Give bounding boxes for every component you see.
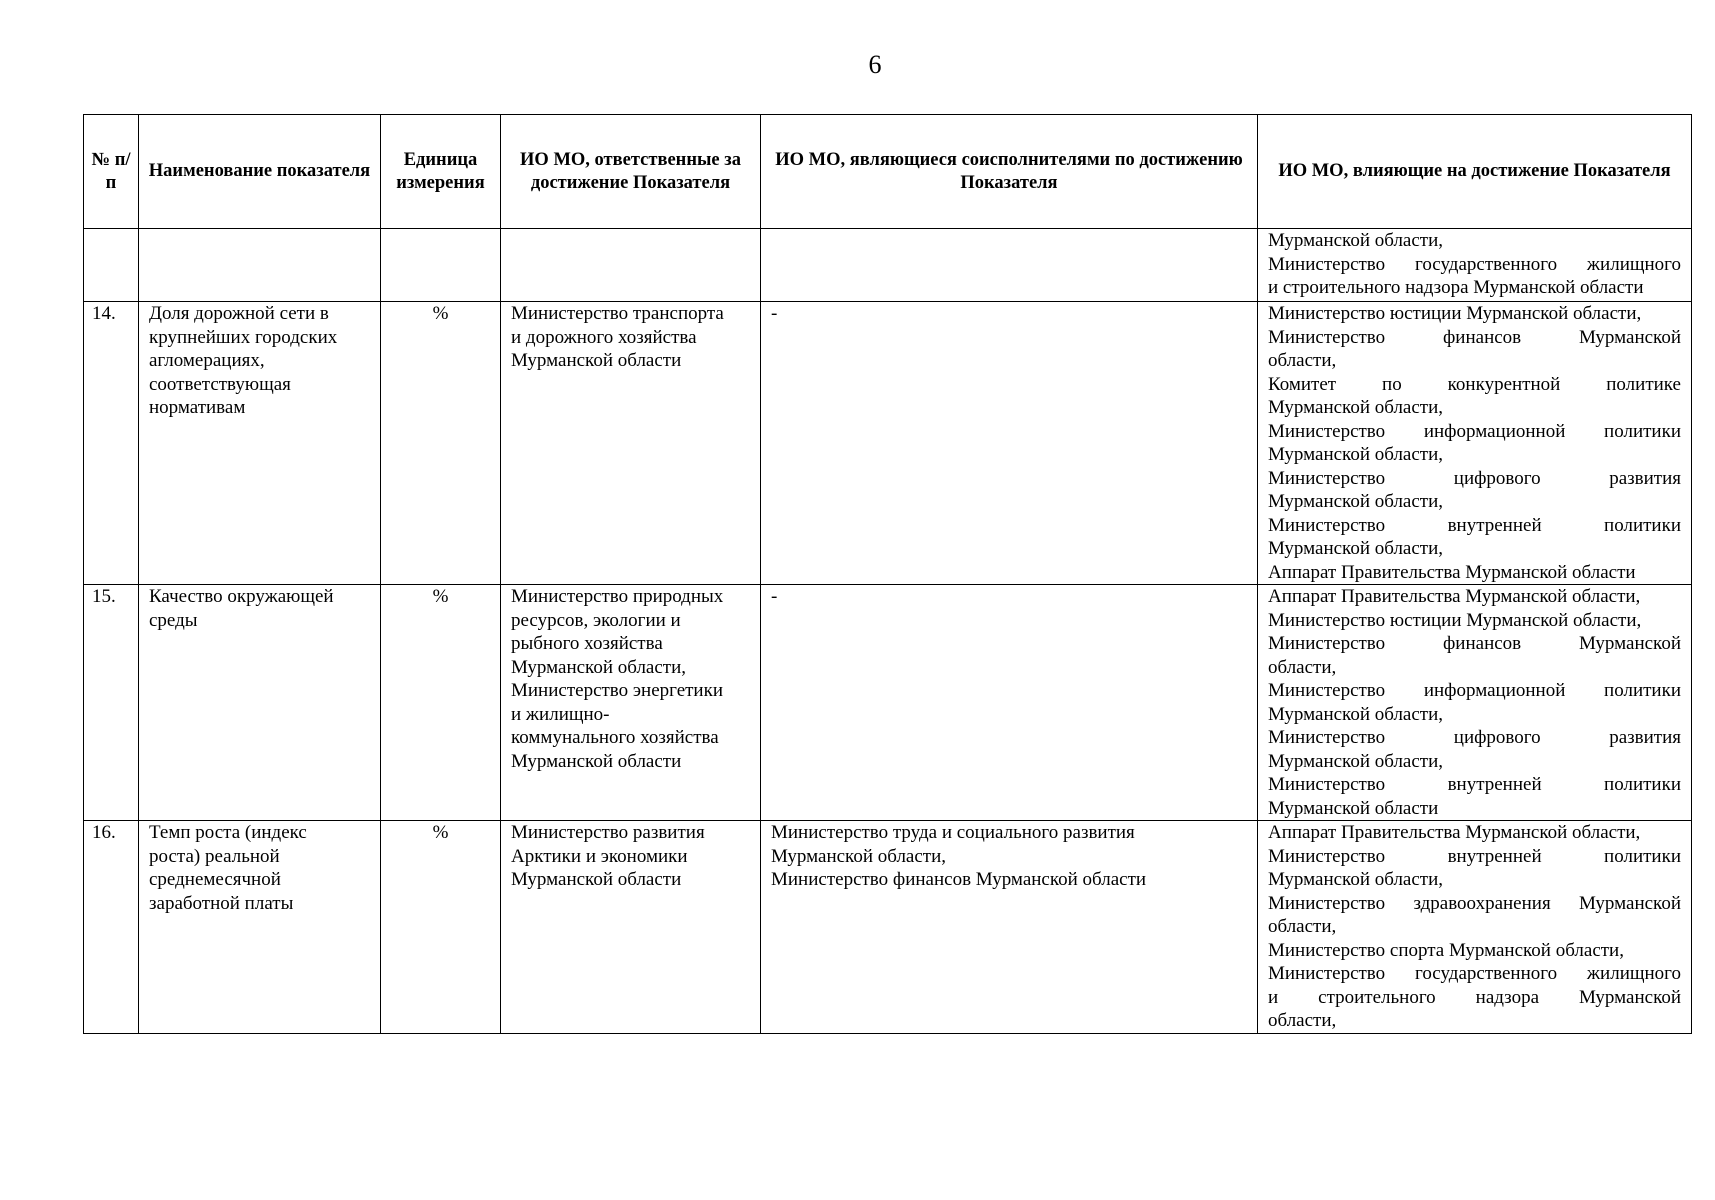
cell-line: Мурманской области,: [1268, 491, 1444, 512]
cell-line: Министерство цифрового развития: [1268, 467, 1681, 489]
cell-line: нормативам: [149, 397, 246, 418]
cell-line: Мурманской области,: [771, 845, 947, 867]
cell-num: 14.: [84, 302, 139, 585]
cell-line: Министерство внутренней политики: [1268, 845, 1681, 867]
cell-line: среды: [149, 609, 198, 631]
cell-line: Министерство спорта Мурманской области,: [1268, 939, 1624, 961]
cell-line: Мурманской области: [511, 750, 682, 772]
cell-line: заработной платы: [149, 892, 294, 914]
cell-name: [139, 302, 381, 585]
cell-line: Мурманской области,: [1268, 444, 1444, 465]
indicators-table: [83, 114, 1692, 1034]
cell-coexecutors: [761, 821, 1258, 1034]
cell-influencing: [1258, 821, 1692, 1034]
cell-unit: %: [381, 585, 501, 821]
cell-line: Министерство юстиции Мурманской области,: [1268, 609, 1642, 631]
header-responsible: ИО МО, ответственные за достижение Показателя: [501, 115, 761, 229]
cell-unit: %: [381, 302, 501, 585]
cell-line: Мурманской области,: [1268, 397, 1444, 418]
cell-name: [139, 585, 381, 821]
cell-influencing: [1258, 229, 1692, 302]
cell-line: Аппарат Правительства Мурманской области,: [1268, 822, 1641, 843]
cell-line: Качество окружающей: [149, 586, 334, 607]
cell-line: Министерство внутренней политики: [1268, 774, 1681, 795]
cell-line: Министерство информационной политики: [1268, 680, 1681, 701]
cell-line: Министерство развития: [511, 822, 705, 843]
cell-name: [139, 229, 381, 302]
cell-line: Мурманской области,: [1268, 230, 1444, 251]
cell-name: [139, 821, 381, 1034]
cell-line: Мурманской области,: [1268, 750, 1444, 772]
cell-line: Мурманской области: [511, 350, 682, 371]
cell-line: Арктики и экономики: [511, 845, 688, 867]
cell-line: Комитет по конкурентной политике: [1268, 373, 1681, 395]
table-row: [84, 821, 1692, 1034]
cell-line: Министерство энергетики: [511, 680, 723, 701]
header-num: № п/п: [84, 115, 139, 229]
page-number: 6: [868, 50, 882, 79]
cell-line: Министерство государственного жилищного: [1268, 253, 1681, 275]
cell-responsible: [501, 302, 761, 585]
cell-line: Министерство труда и социального развития: [771, 822, 1135, 843]
table-row-continuation: [84, 229, 1692, 302]
cell-line: Мурманской области,: [1268, 703, 1444, 725]
cell-line: ресурсов, экологии и: [511, 609, 681, 631]
header-unit: Единица измерения: [381, 115, 501, 229]
cell-coexecutors: [761, 302, 1258, 585]
cell-line: Министерство транспорта: [511, 303, 724, 324]
cell-unit: [381, 229, 501, 302]
cell-line: Мурманской области,: [1268, 869, 1444, 890]
cell-line: и строительного надзора Мурманской области: [1268, 277, 1644, 298]
cell-num: 15.: [84, 585, 139, 821]
cell-line: Аппарат Правительства Мурманской области: [1268, 561, 1636, 583]
cell-responsible: [501, 229, 761, 302]
table-row: [84, 585, 1692, 821]
cell-responsible: [501, 821, 761, 1034]
cell-line: и дорожного хозяйства: [511, 326, 697, 348]
cell-line: Министерство информационной политики: [1268, 420, 1681, 442]
cell-num: [84, 229, 139, 302]
cell-num: 16.: [84, 821, 139, 1034]
cell-line: Мурманской области,: [511, 656, 687, 678]
cell-line: -: [771, 586, 778, 607]
cell-responsible: [501, 585, 761, 821]
cell-line: Министерство финансов Мурманской области: [771, 869, 1147, 890]
cell-line: рыбного хозяйства: [511, 633, 663, 654]
cell-line: Министерство цифрового развития: [1268, 727, 1681, 748]
cell-influencing: [1258, 302, 1692, 585]
cell-influencing: [1258, 585, 1692, 821]
cell-line: Министерство юстиции Мурманской области,: [1268, 303, 1642, 324]
cell-line: крупнейших городских: [149, 326, 338, 348]
cell-line: Министерство здравоохранения Мурманской: [1268, 892, 1681, 914]
cell-coexecutors: [761, 585, 1258, 821]
header-coexecutors: ИО МО, являющиеся соисполнителями по достижению Показателя: [761, 115, 1258, 229]
cell-line: среднемесячной: [149, 869, 281, 890]
cell-line: Министерство государственного жилищного: [1268, 963, 1681, 984]
cell-unit: %: [381, 821, 501, 1034]
table-header-row: [84, 115, 1692, 229]
cell-line: Аппарат Правительства Мурманской области,: [1268, 586, 1641, 607]
cell-line: Мурманской области: [511, 869, 682, 890]
cell-line: -: [771, 303, 778, 324]
cell-line: Министерство внутренней политики: [1268, 514, 1681, 536]
header-influencing: ИО МО, влияющие на достижение Показателя: [1258, 115, 1692, 229]
cell-line: роста) реальной: [149, 845, 280, 867]
cell-line: Министерство финансов Мурманской: [1268, 633, 1681, 654]
cell-line: Мурманской области: [1268, 797, 1439, 819]
header-name: Наименование показателя: [139, 115, 381, 229]
cell-line: и строительного надзора Мурманской: [1268, 986, 1681, 1008]
cell-line: Доля дорожной сети в: [149, 303, 329, 324]
cell-line: Темп роста (индекс: [149, 822, 307, 843]
table-row: [84, 302, 1692, 585]
cell-line: области,: [1268, 350, 1337, 371]
cell-line: Министерство природных: [511, 586, 724, 607]
cell-line: Министерство финансов Мурманской: [1268, 326, 1681, 348]
cell-line: и жилищно-: [511, 703, 610, 725]
cell-line: соответствующая: [149, 373, 291, 395]
cell-line: области,: [1268, 1010, 1337, 1031]
cell-line: Мурманской области,: [1268, 538, 1444, 559]
cell-coexecutors: [761, 229, 1258, 302]
cell-line: области,: [1268, 656, 1337, 678]
cell-line: коммунального хозяйства: [511, 727, 719, 748]
cell-line: агломерациях,: [149, 350, 265, 371]
cell-line: области,: [1268, 916, 1337, 937]
